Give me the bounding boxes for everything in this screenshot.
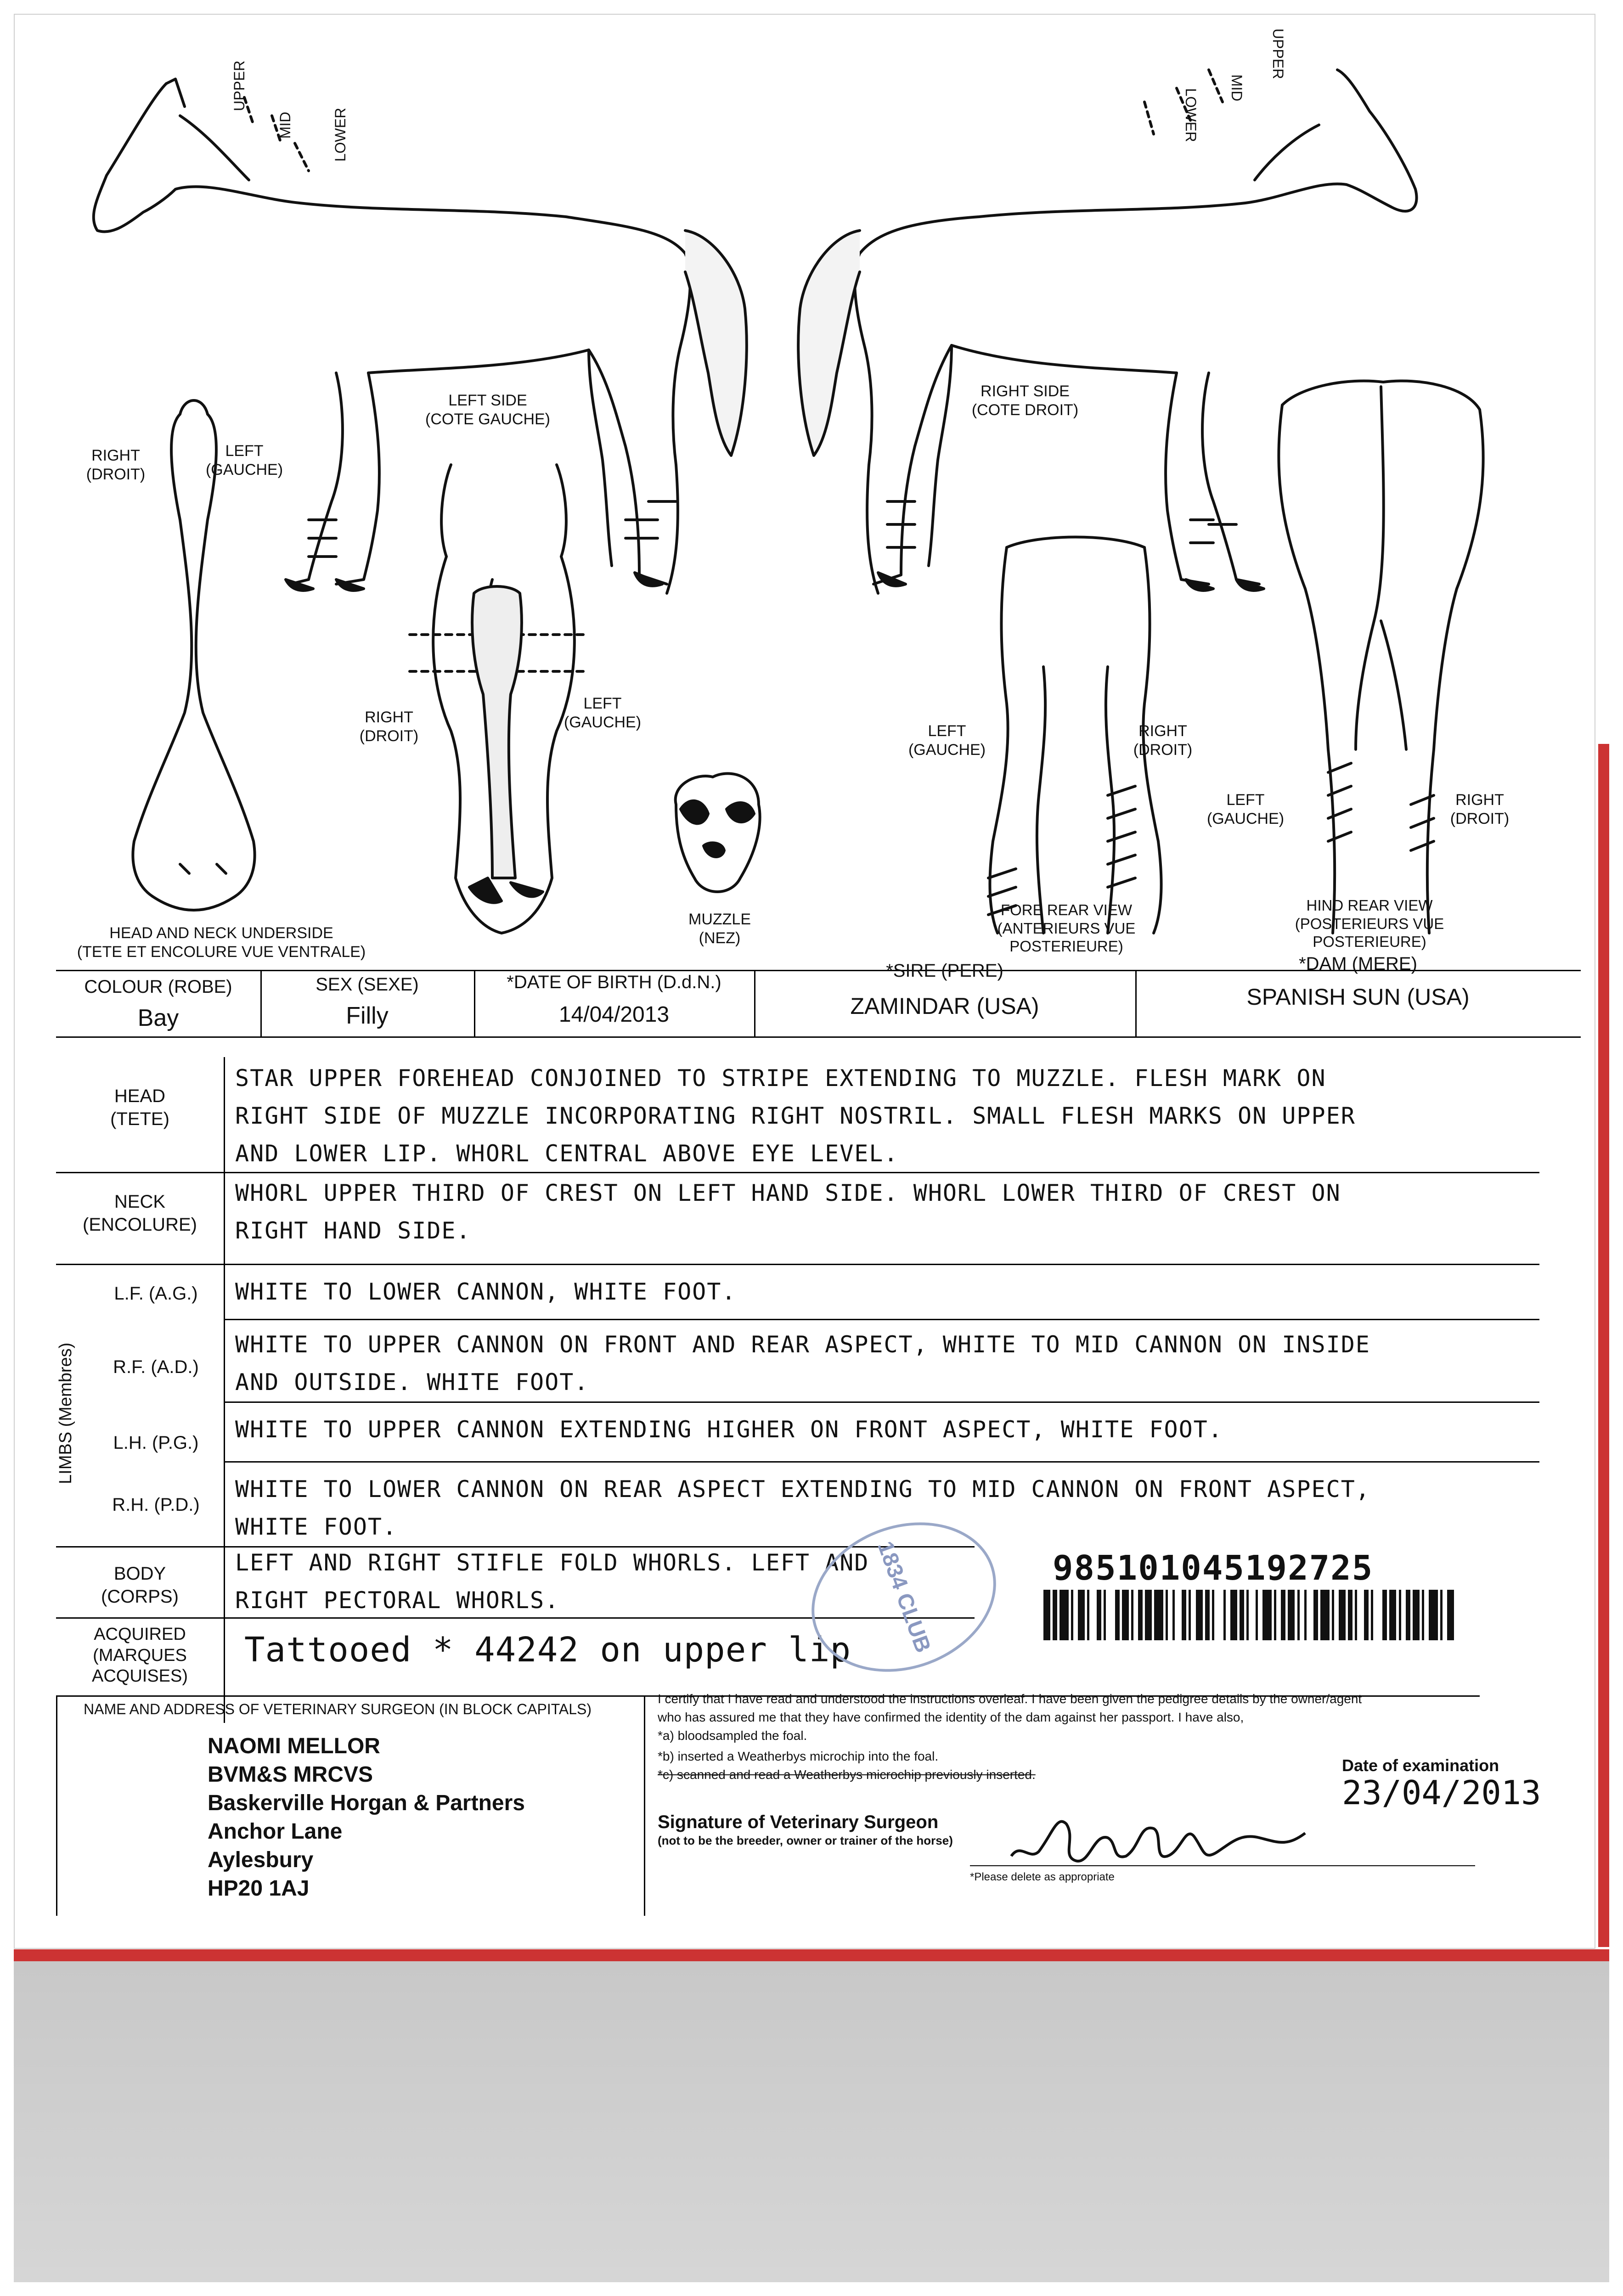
barcode-bar: [1313, 1590, 1318, 1640]
dam-label: *DAM (MERE): [1299, 954, 1417, 974]
barcode-bar: [1307, 1590, 1313, 1640]
sire-label: *SIRE (PERE): [886, 961, 1003, 981]
barcode-bar: [1073, 1590, 1078, 1640]
barcode-bar: [1413, 1590, 1420, 1640]
neck-description-line: WHORL UPPER THIRD OF CREST ON LEFT HAND SIDE. WHORL LOWER THIRD OF CREST ON: [235, 1180, 1341, 1206]
underside-caption: HEAD AND NECK UNDERSIDE (TETE ET ENCOLURE VUE VENTRALE): [77, 924, 366, 961]
lf-description-line: WHITE TO LOWER CANNON, WHITE FOOT.: [235, 1278, 737, 1305]
lf-row-label: L.F. (A.G.): [114, 1283, 198, 1304]
limbs-side-label: LIMBS (Membres): [56, 1342, 75, 1484]
barcode-bar: [1276, 1590, 1281, 1640]
vet-line: HP20 1AJ: [208, 1876, 310, 1901]
dam-value: SPANISH SUN (USA): [1246, 984, 1470, 1010]
lh-row-label: L.H. (P.G.): [113, 1433, 199, 1453]
certify-text: who has assured me that they have confirmed the identity of the dam against her passport. I have also,: [658, 1710, 1244, 1724]
sex-value: Filly: [346, 1002, 389, 1029]
signature-sublabel: (not to be the breeder, owner or trainer of the horse): [658, 1834, 953, 1847]
barcode-bar: [1122, 1590, 1129, 1640]
acquired-row-label: ACQUIRED (MARQUES ACQUISES): [91, 1625, 188, 1686]
head-row-label: HEAD (TETE): [110, 1086, 169, 1129]
sex-label: SEX (SEXE): [316, 974, 419, 995]
vet-line: Anchor Lane: [208, 1819, 343, 1844]
barcode-bar: [1429, 1590, 1438, 1640]
neck-lower-label-right: LOWER: [1183, 88, 1199, 142]
barcode-bar: [1334, 1590, 1339, 1640]
body-row-label: BODY (CORPS): [101, 1564, 179, 1607]
barcode-bar: [1059, 1590, 1069, 1640]
muzzle-drawing: [676, 774, 760, 892]
certify-option-c: *c) scanned and read a Weatherbys microchip previously inserted.: [658, 1767, 1036, 1782]
barcode-bar: [1043, 1590, 1050, 1640]
acquired-marks-value: Tattooed * 44242 on upper lip: [244, 1630, 851, 1670]
delete-note: *Please delete as appropriate: [970, 1871, 1115, 1883]
barcode-bar: [1175, 1590, 1182, 1640]
barcode-bar: [1240, 1590, 1244, 1640]
head-front-drawing: [410, 465, 584, 933]
neck-description-line: RIGHT HAND SIDE.: [235, 1217, 471, 1244]
barcode-bar: [1089, 1590, 1096, 1640]
barcode-bar: [1097, 1590, 1101, 1640]
barcode-bar: [1447, 1590, 1454, 1640]
row-rule: [224, 1319, 1539, 1320]
underside-left-label: LEFT (GAUCHE): [205, 442, 283, 478]
barcode-bar: [1182, 1590, 1186, 1640]
club-stamp: 1834 CLUB: [790, 1497, 1017, 1697]
microchip-barcode: [1043, 1590, 1457, 1640]
barcode-bar: [1300, 1590, 1304, 1640]
certify-option-a: *a) bloodsampled the foal.: [658, 1728, 807, 1743]
dob-value: 14/04/2013: [558, 1002, 670, 1027]
rh-description-line: WHITE FOOT.: [235, 1514, 398, 1540]
barcode-bar: [1382, 1590, 1387, 1640]
barcode-bar: [1078, 1590, 1085, 1640]
lh-description-line: WHITE TO UPPER CANNON EXTENDING HIGHER ON FRONT ASPECT, WHITE FOOT.: [235, 1416, 1223, 1443]
label-column-divider: [224, 1057, 225, 1723]
barcode-bar: [1357, 1590, 1364, 1640]
neck-upper-label-left: UPPER: [231, 60, 248, 111]
barcode-bar: [1106, 1590, 1115, 1640]
barcode-bar: [1288, 1590, 1295, 1640]
barcode-bar: [1339, 1590, 1346, 1640]
neck-lower-label-left: LOWER: [332, 107, 349, 162]
barcode-bar: [1281, 1590, 1285, 1640]
barcode-bar: [1443, 1590, 1447, 1640]
vet-line: Aylesbury: [208, 1848, 314, 1872]
vet-box-left: [56, 1695, 57, 1916]
barcode-bar: [1406, 1590, 1410, 1640]
rh-description-line: WHITE TO LOWER CANNON ON REAR ASPECT EXTENDING TO MID CANNON ON FRONT ASPECT,: [235, 1476, 1370, 1503]
hind-rear-view-drawing: [1279, 381, 1483, 933]
rf-description-line: WHITE TO UPPER CANNON ON FRONT AND REAR ASPECT, WHITE TO MID CANNON ON INSIDE: [235, 1331, 1370, 1358]
fore-left-label: LEFT (GAUCHE): [908, 722, 986, 759]
dob-label: *DATE OF BIRTH (D.d.N.): [507, 972, 721, 992]
barcode-bar: [1249, 1590, 1256, 1640]
vet-name-address-label: NAME AND ADDRESS OF VETERINARY SURGEON (IN BLOCK CAPITALS): [84, 1701, 592, 1717]
microchip-number: 985101045192725: [1053, 1548, 1374, 1588]
barcode-bar: [1191, 1590, 1195, 1640]
left-side-horse-drawing: [94, 79, 747, 593]
body-description-line: RIGHT PECTORAL WHORLS.: [235, 1587, 560, 1614]
barcode-bar: [1258, 1590, 1262, 1640]
hind-left-label: LEFT (GAUCHE): [1206, 791, 1285, 827]
head-left-label: LEFT (GAUCHE): [564, 695, 642, 731]
barcode-bar: [1115, 1590, 1120, 1640]
right-side-label: RIGHT SIDE (COTE DROIT): [971, 383, 1079, 419]
barcode-bar: [1320, 1590, 1330, 1640]
sire-value: ZAMINDAR (USA): [850, 993, 1039, 1019]
row-rule: [224, 1461, 1539, 1463]
scan-background: [14, 1961, 1609, 2282]
underside-right-label: RIGHT (DROIT): [86, 447, 146, 483]
vet-line: BVM&S MRCVS: [208, 1762, 373, 1787]
barcode-bar: [1138, 1590, 1143, 1640]
barcode-bar: [1364, 1590, 1369, 1640]
barcode-bar: [1145, 1590, 1152, 1640]
right-side-horse-drawing: [798, 70, 1416, 593]
exam-date-label: Date of examination: [1342, 1756, 1499, 1775]
rf-row-label: R.F. (A.D.): [113, 1357, 199, 1377]
neck-mid-label-left: MID: [277, 112, 293, 139]
head-right-label: RIGHT (DROIT): [359, 709, 419, 745]
rf-description-line: AND OUTSIDE. WHITE FOOT.: [235, 1369, 589, 1396]
barcode-bar: [1053, 1590, 1057, 1640]
neck-upper-label-right: UPPER: [1270, 28, 1286, 79]
vet-line: NAOMI MELLOR: [208, 1734, 380, 1758]
vet-box-divider: [644, 1695, 645, 1916]
barcode-bar: [1154, 1590, 1163, 1640]
fore-right-label: RIGHT (DROIT): [1133, 722, 1193, 759]
rh-row-label: R.H. (P.D.): [112, 1495, 200, 1515]
barcode-bar: [1401, 1590, 1406, 1640]
cover-edge-right: [1598, 744, 1609, 1947]
vet-signature: [1002, 1796, 1324, 1874]
colour-label: COLOUR (ROBE): [84, 977, 232, 997]
row-rule: [56, 1264, 1539, 1265]
header-bottom-rule: [56, 1036, 1581, 1038]
barcode-bar: [1133, 1590, 1138, 1640]
vet-line: Baskerville Horgan & Partners: [208, 1791, 525, 1815]
exam-date-value: 23/04/2013: [1342, 1773, 1541, 1812]
barcode-bar: [1168, 1590, 1172, 1640]
certify-option-b: *b) inserted a Weatherbys microchip into the foal.: [658, 1749, 939, 1763]
cover-edge-bottom: [14, 1949, 1609, 1961]
certify-text: I certify that I have read and understood the instructions overleaf. I have been given the pedigree details by the owner/agent: [658, 1692, 1362, 1706]
head-description-line: STAR UPPER FOREHEAD CONJOINED TO STRIPE EXTENDING TO MUZZLE. FLESH MARK ON: [235, 1065, 1326, 1092]
body-description-line: LEFT AND RIGHT STIFLE FOLD WHORLS. LEFT AND: [235, 1549, 869, 1576]
fore-caption: FORE REAR VIEW (ANTERIEURS VUE POSTERIEURE): [997, 901, 1136, 955]
barcode-bar: [1226, 1590, 1230, 1640]
hind-caption: HIND REAR VIEW (POSTERIEURS VUE POSTERIEURE): [1295, 897, 1444, 951]
head-description-line: AND LOWER LIP. WHORL CENTRAL ABOVE EYE LEVEL.: [235, 1140, 899, 1167]
hind-right-label: RIGHT (DROIT): [1450, 791, 1510, 827]
head-description-line: RIGHT SIDE OF MUZZLE INCORPORATING RIGHT NOSTRIL. SMALL FLESH MARKS ON UPPER: [235, 1103, 1356, 1129]
barcode-bar: [1348, 1590, 1352, 1640]
barcode-bar: [1205, 1590, 1210, 1640]
neck-row-label: NECK (ENCOLURE): [83, 1192, 197, 1235]
horse-outline-drawings: [15, 15, 1595, 961]
passport-page: [14, 14, 1595, 1949]
barcode-bar: [1214, 1590, 1223, 1640]
vet-name-address: [208, 1732, 525, 1903]
neck-mid-label-right: MID: [1229, 74, 1245, 101]
left-side-label: LEFT SIDE (COTE GAUCHE): [425, 392, 550, 428]
signature-label: Signature of Veterinary Surgeon: [658, 1812, 939, 1832]
barcode-bar: [1373, 1590, 1382, 1640]
barcode-bar: [1230, 1590, 1237, 1640]
muzzle-label: MUZZLE (NEZ): [688, 911, 751, 947]
row-rule: [224, 1401, 1539, 1403]
barcode-bar: [1262, 1590, 1272, 1640]
barcode-bar: [1196, 1590, 1203, 1640]
colour-value: Bay: [137, 1005, 179, 1031]
barcode-bar: [1424, 1590, 1429, 1640]
barcode-bar: [1454, 1590, 1456, 1640]
barcode-bar: [1389, 1590, 1396, 1640]
